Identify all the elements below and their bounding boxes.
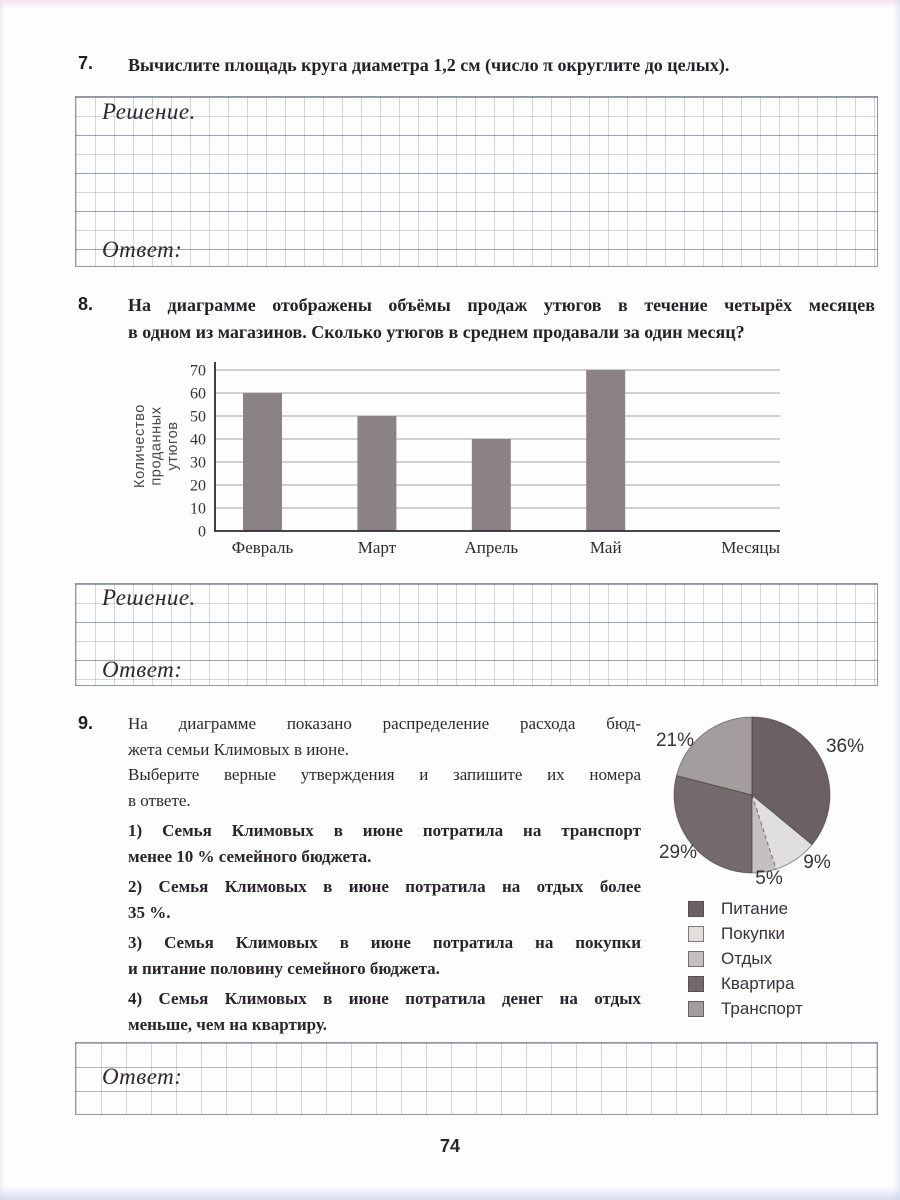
problem-8-text-line2: в одном из магазинов. Сколько утюгов в среднем продавали за один месяц? [128, 322, 745, 342]
legend-swatch [688, 951, 704, 967]
pie-legend [688, 896, 803, 1021]
legend-swatch [688, 901, 704, 917]
legend-row [688, 896, 803, 921]
legend-label: Транспорт [721, 998, 803, 1018]
pie-pct-label: 5% [755, 868, 783, 889]
svg-text:70: 70 [190, 362, 206, 380]
statement-1-line2: менее 10 % семейного бюджета. [128, 846, 372, 866]
statement-3-line1: 3) Семья Климовых в июне потратила на покупки [128, 933, 641, 952]
page-number: 74 [439, 1136, 461, 1156]
problem-7-text: Вычислите площадь круга диаметра 1,2 см (число π округлите до целых). [128, 55, 730, 75]
problem-9-instruction [128, 762, 641, 813]
legend-row [688, 921, 803, 946]
legend-swatch [688, 926, 704, 942]
pie-chart-budget [617, 700, 887, 895]
svg-text:Количествопроданныхутюгов: Количествопроданныхутюгов [132, 404, 181, 488]
svg-text:Март: Март [357, 538, 397, 557]
statement-2-line1: 2) Семья Климовых в июне потратила на отдых более [128, 877, 641, 896]
pie-pct-label: 36% [825, 736, 865, 757]
legend-swatch [688, 1001, 704, 1017]
statement-3 [128, 930, 641, 981]
statement-1 [128, 818, 641, 869]
scan-edge-left [0, 0, 5, 1200]
statement-4-line2: меньше, чем на квартиру. [128, 1014, 327, 1034]
problem-8-text [128, 292, 875, 346]
problem-7-solution-grid [75, 96, 878, 267]
svg-text:Февраль: Февраль [231, 538, 294, 557]
answer-label: Ответ: [102, 1064, 183, 1089]
intro-line2: жета семьи Климовых в июне. [128, 739, 349, 759]
problem-9-number: 9. [78, 713, 94, 733]
svg-text:60: 60 [190, 385, 206, 403]
problem-8-solution-grid [75, 583, 878, 686]
intro-line1: На диаграмме показано распределение расхода бюд- [128, 714, 641, 733]
problem-9-answer-grid [75, 1042, 878, 1115]
problem-7-number: 7. [78, 53, 94, 73]
instruction-line1: Выберите верные утверждения и запишите их номера [128, 765, 641, 784]
legend-label: Отдых [721, 948, 773, 968]
legend-swatch [688, 976, 704, 992]
svg-text:20: 20 [190, 477, 206, 495]
legend-label: Покупки [721, 923, 785, 943]
statement-2-line2: 35 %. [128, 902, 171, 922]
problem-9-text [128, 711, 641, 1037]
statement-4 [128, 986, 641, 1037]
answer-label: Ответ: [102, 237, 183, 262]
problem-9-intro [128, 711, 641, 762]
pie-pct-label: 21% [655, 730, 695, 751]
svg-text:Апрель: Апрель [464, 538, 519, 557]
svg-text:10: 10 [190, 500, 206, 518]
problem-8-text-line1: На диаграмме отображены объёмы продаж утюгов в течение четырёх месяцев [128, 295, 875, 315]
statement-3-line2: и питание половину семейного бюджета. [128, 958, 440, 978]
legend-row [688, 971, 803, 996]
svg-text:40: 40 [190, 431, 206, 449]
solution-label: Решение. [102, 99, 196, 124]
legend-row [688, 946, 803, 971]
svg-text:50: 50 [190, 408, 206, 426]
instruction-line2: в ответе. [128, 790, 191, 810]
svg-text:Месяцы: Месяцы [721, 538, 780, 557]
pie-pct-label: 29% [658, 842, 698, 863]
problem-8-number: 8. [78, 294, 94, 314]
statement-2 [128, 874, 641, 925]
pie-pct-label: 9% [803, 852, 831, 873]
statement-4-line1: 4) Семья Климовых в июне потратила денег на отдых [128, 989, 641, 1008]
svg-text:Май: Май [589, 538, 622, 557]
scan-edge-top [0, 0, 900, 9]
legend-label: Питание [721, 898, 789, 918]
statement-1-line1: 1) Семья Климовых в июне потратила на транспорт [128, 821, 641, 840]
legend-row [688, 996, 803, 1021]
svg-text:30: 30 [190, 454, 206, 472]
scan-edge-right [893, 0, 900, 1200]
bar-chart-iron-sales [120, 356, 790, 568]
svg-text:0: 0 [198, 523, 206, 541]
answer-label: Ответ: [102, 657, 183, 682]
legend-label: Квартира [721, 973, 795, 993]
solution-label: Решение. [102, 585, 196, 610]
scan-edge-bottom [0, 1186, 900, 1200]
